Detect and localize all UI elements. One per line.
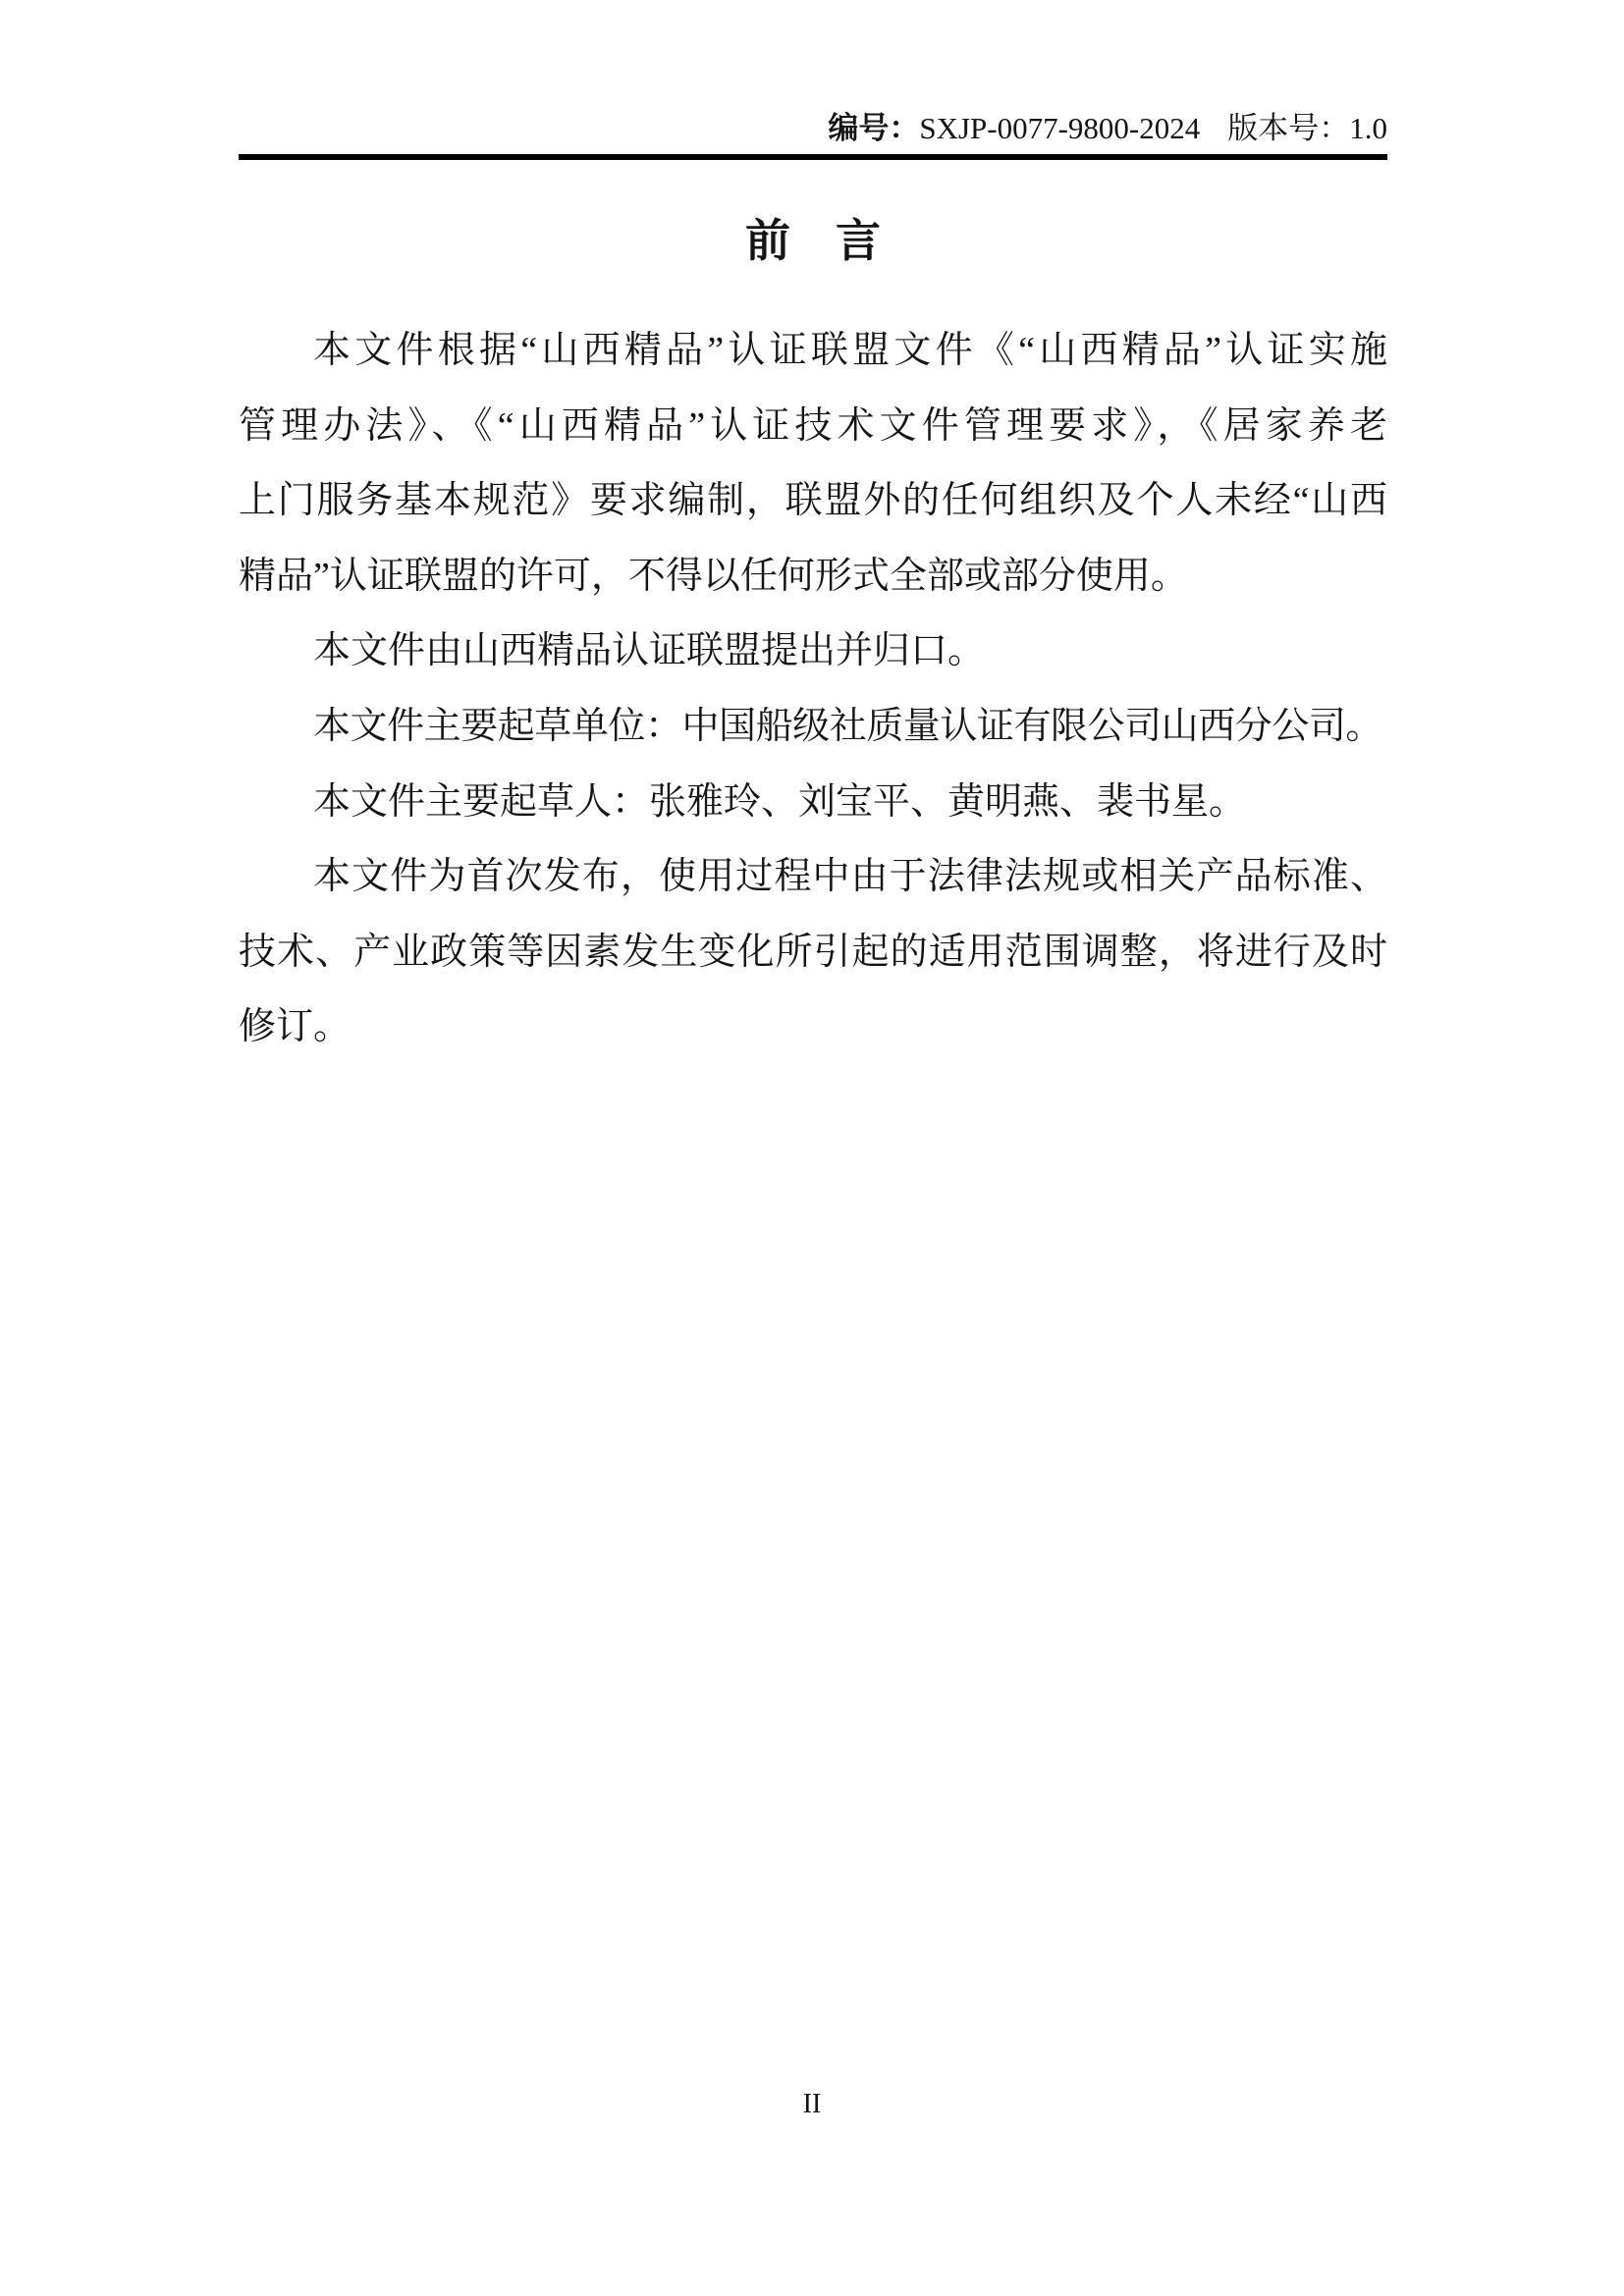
header-rule: [239, 154, 1387, 160]
body-line-6: 本文件主要起草单位：中国船级社质量认证有限公司山西分公司。: [313, 705, 1382, 747]
body-line-8: 本文件为首次发布，使用过程中由于法律法规或相关产品标准、: [313, 856, 1387, 898]
doc-number: SXJP-0077-9800-2024: [919, 111, 1201, 145]
page-title: 前 言: [745, 216, 881, 266]
body-line-7: 本文件主要起草人：张雅玲、刘宝平、黄明燕、裴书星。: [313, 780, 1247, 823]
doc-number-label: 编号：: [828, 111, 920, 145]
page-number: II: [802, 2089, 822, 2119]
body-line-5: 本文件由山西精品认证联盟提出并归口。: [313, 630, 986, 672]
body-line-2: 管理办法》、《“山西精品”认证技术文件管理要求》，《居家养老: [239, 404, 1387, 447]
document-header: [239, 110, 1387, 147]
body-line-9: 技术、产业政策等因素发生变化所引起的适用范围调整，将进行及时: [239, 931, 1387, 973]
body-line-4: 精品”认证联盟的许可，不得以任何形式全部或部分使用。: [239, 555, 1188, 597]
body-line-10: 修订。: [239, 1006, 352, 1048]
body-line-1: 本文件根据“山西精品”认证联盟文件《“山西精品”认证实施: [313, 330, 1387, 371]
body-text: [239, 313, 1387, 1065]
version-value: 1.0: [1349, 111, 1387, 145]
body-line-3: 上门服务基本规范》要求编制，联盟外的任何组织及个人未经“山西: [239, 480, 1387, 522]
version-label: 版本号：: [1227, 111, 1350, 145]
